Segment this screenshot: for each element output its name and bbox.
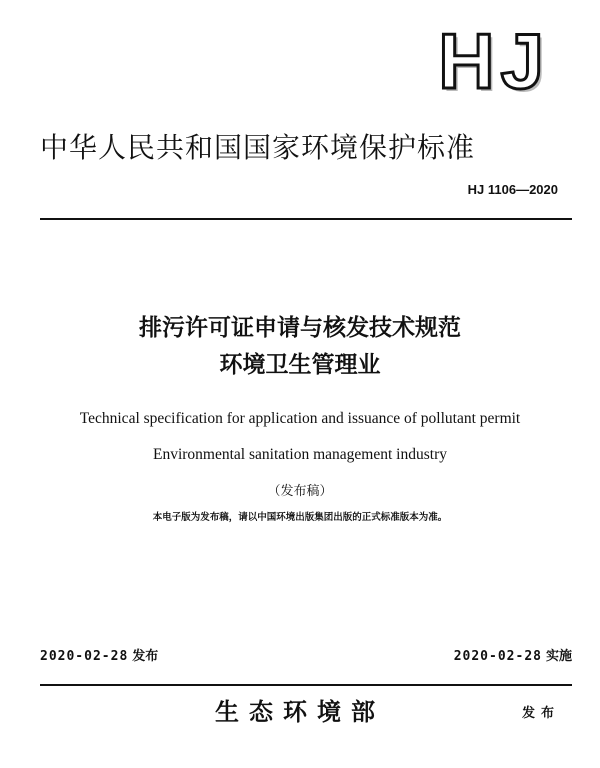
issue-date-label: 发布 <box>132 649 159 664</box>
issue-date <box>40 648 158 666</box>
implementation-date <box>454 648 572 666</box>
top-divider <box>40 218 572 220</box>
hj-logo: HJ <box>438 17 550 105</box>
standard-number: HJ 1106—2020 <box>467 182 558 197</box>
document-title-en-line-1: Technical specification for application and issuance of pollutant permit <box>79 410 521 427</box>
issued-label: 发布 <box>521 706 560 721</box>
document-title-zh-line-1: 排污许可证申请与核发技术规范 <box>139 315 461 341</box>
document-title-en-line-2: Environmental sanitation management industry <box>152 446 447 463</box>
issuing-authority: 生态环境部 <box>215 698 385 726</box>
implementation-date-value: 2020-02-28 <box>453 649 542 664</box>
standard-series-title: 中华人民共和国国家环境保护标准 <box>40 131 476 164</box>
bottom-divider <box>40 684 572 686</box>
edition-note: 本电子版为发布稿，请以中国环境出版集团出版的正式标准版本为准。 <box>152 512 448 523</box>
implementation-date-label: 实施 <box>545 649 572 664</box>
draft-label: （发布稿） <box>267 484 333 499</box>
document-title-zh-line-2: 环境卫生管理业 <box>219 352 381 378</box>
issue-date-value: 2020-02-28 <box>40 649 129 664</box>
